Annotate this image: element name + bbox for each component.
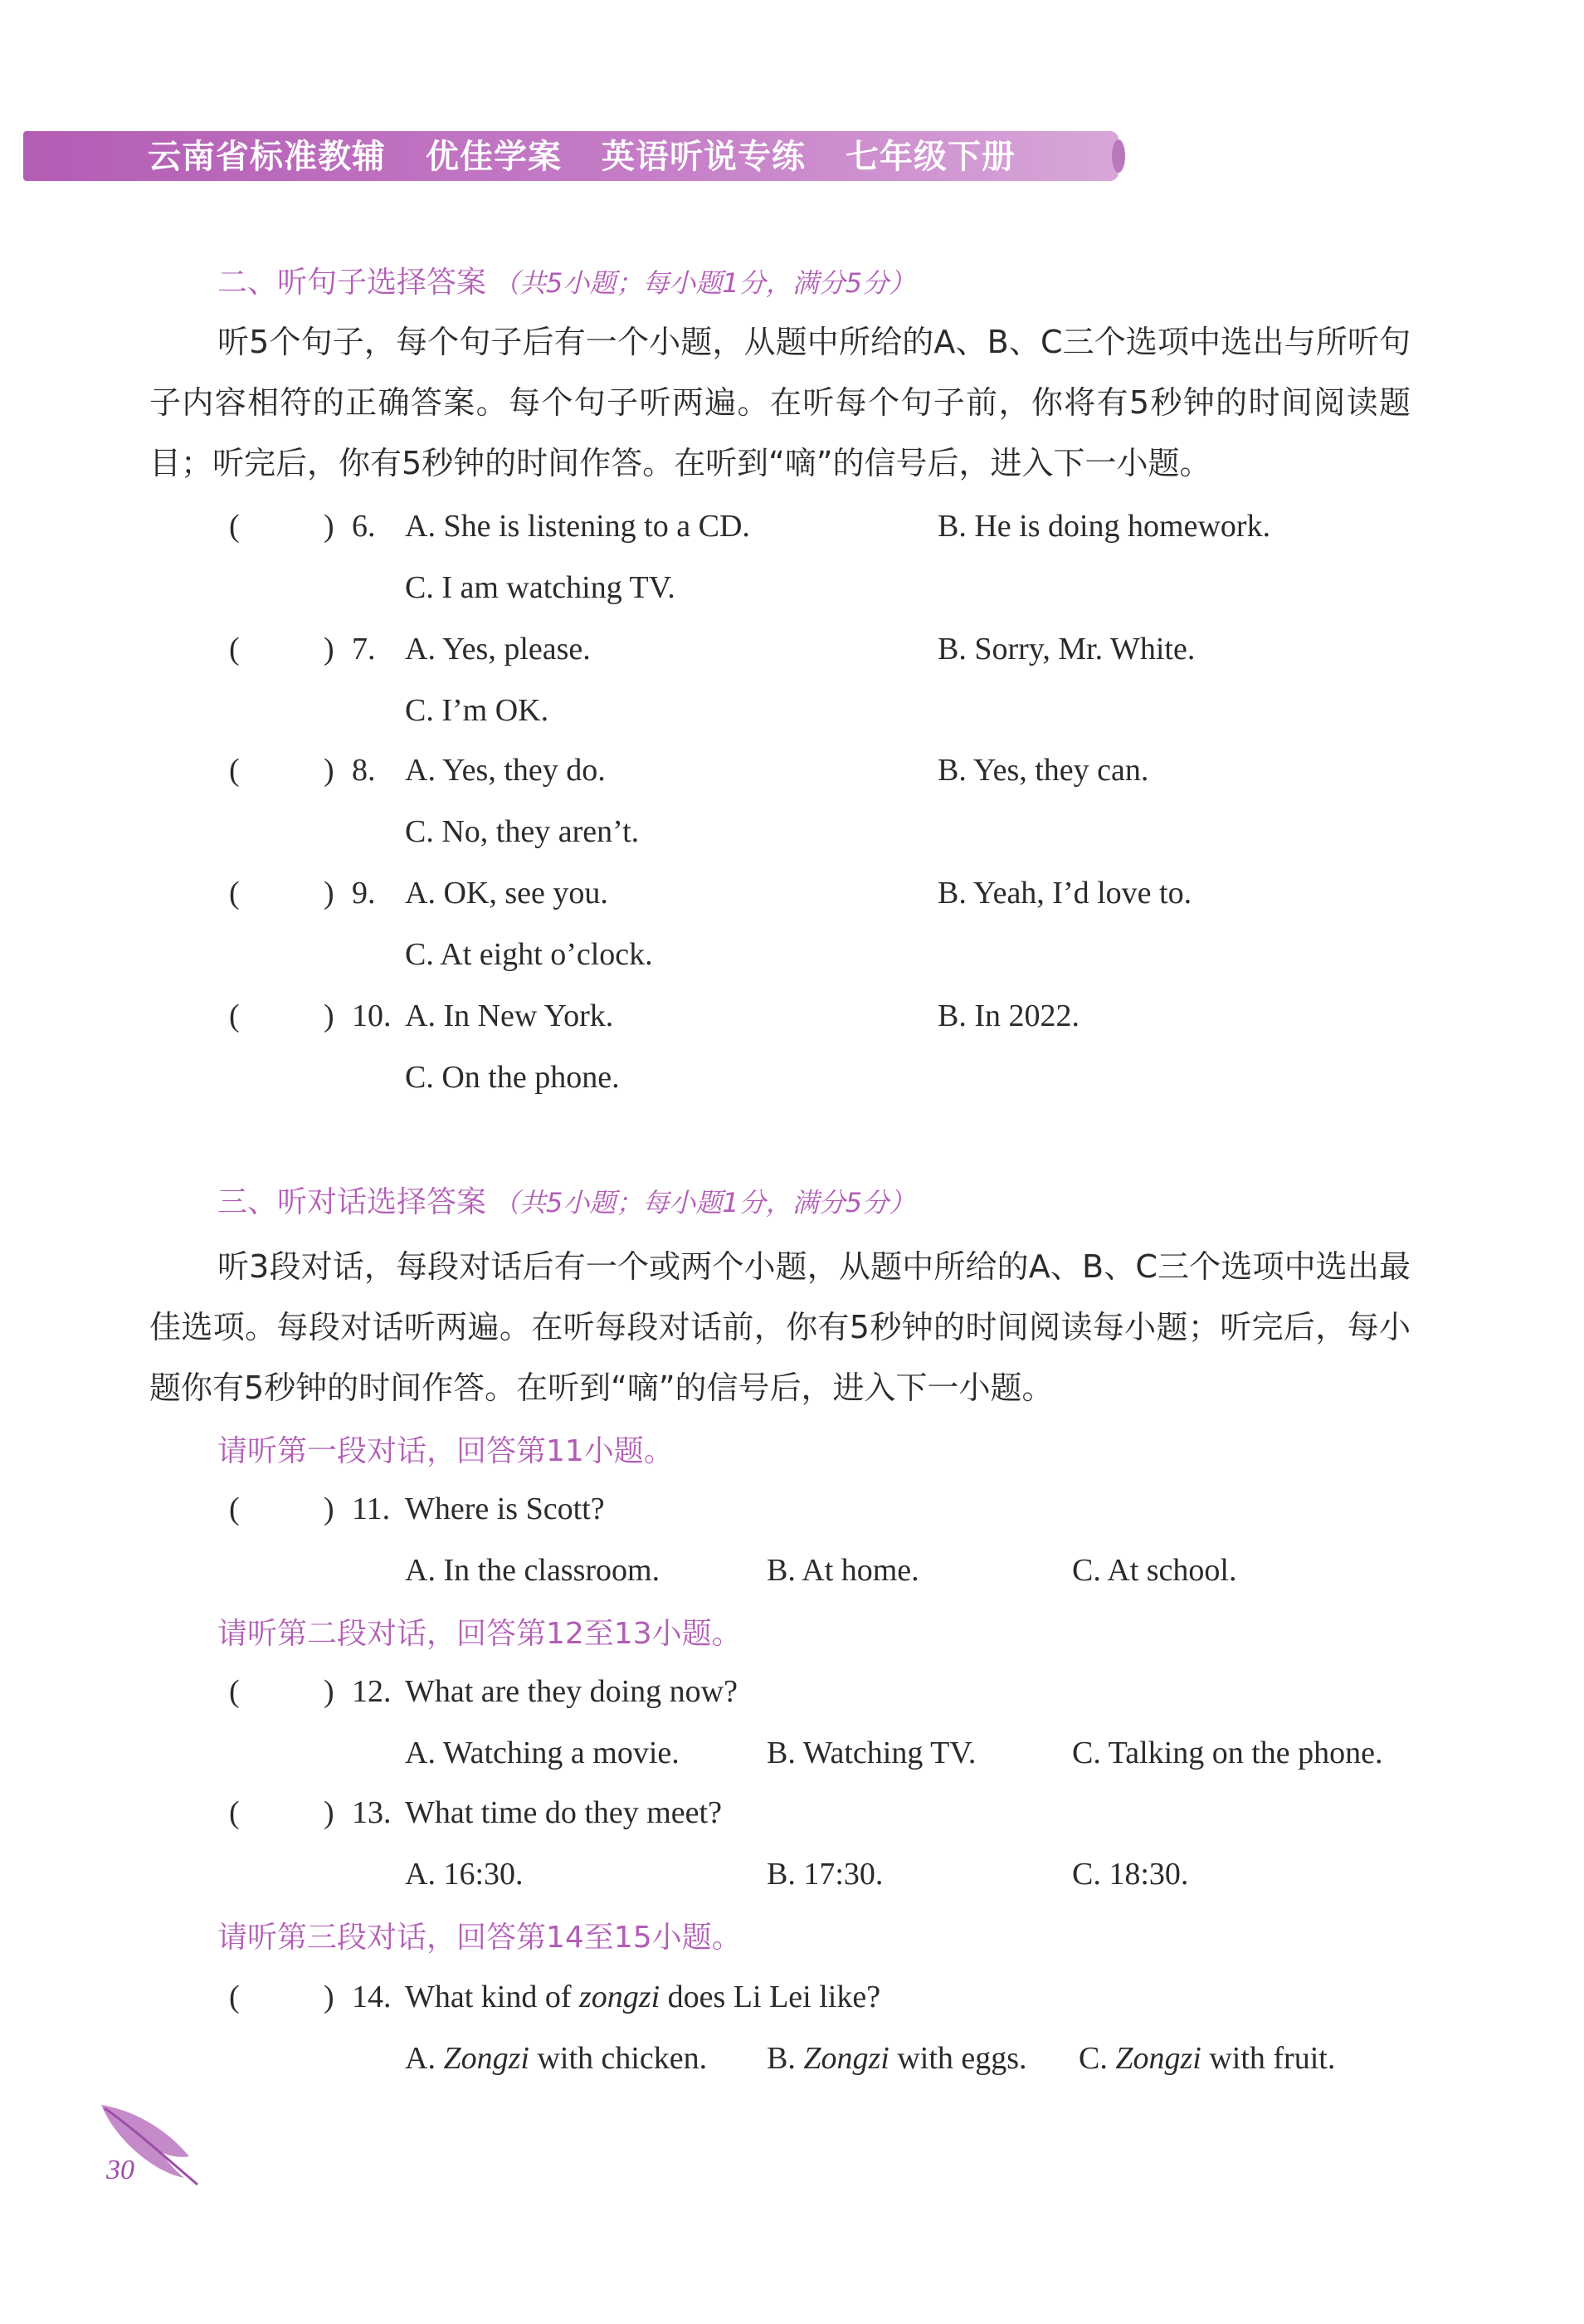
option-c: C. At school. — [1072, 1553, 1237, 1588]
banner-ornament — [1112, 139, 1125, 173]
option-b: B. At home. — [767, 1553, 919, 1588]
header-title — [148, 133, 1055, 181]
question-number: 7. — [352, 632, 376, 666]
section-3-heading: 三、听对话选择答案 — [217, 1185, 487, 1219]
option-c: C. I’m OK. — [405, 693, 549, 728]
question-stem: What are they doing now? — [405, 1674, 738, 1709]
question-number: 13. — [352, 1795, 392, 1830]
section-3-title — [217, 1179, 915, 1221]
option-b: B. 17:30. — [767, 1857, 884, 1892]
option-c: C. At eight o’clock. — [405, 937, 653, 972]
option-c: C. I am watching TV. — [405, 570, 675, 605]
question-number: 14. — [352, 1980, 392, 2014]
dialogue-1-prompt: 请听第一段对话，回答第11小题。 — [217, 1434, 674, 1468]
option-b: B. In 2022. — [938, 998, 1080, 1033]
answer-blank-open: ( — [229, 632, 240, 666]
option-text: with fruit. — [1209, 2041, 1336, 2076]
question-stem — [405, 1979, 880, 2015]
answer-blank-open: ( — [229, 753, 240, 788]
dialogue-2-prompt: 请听第二段对话，回答第12至13小题。 — [217, 1617, 742, 1651]
option-text: with chicken. — [537, 2041, 708, 2076]
question-number: 9. — [352, 876, 376, 911]
stem-italic-term: zongzi — [579, 1980, 660, 2014]
question-number: 12. — [352, 1674, 392, 1709]
option-a: A. OK, see you. — [405, 876, 608, 911]
option-b: B. Watching TV. — [767, 1736, 977, 1770]
question-number: 8. — [352, 753, 376, 788]
answer-blank-close: ) — [324, 876, 334, 911]
option-letter: A. — [405, 2041, 436, 2076]
question-stem: Where is Scott? — [405, 1492, 605, 1526]
section-2-instructions: 听5个句子，每个句子后有一个小题，从题中所给的A、B、C三个选项中选出与所听句子内容相符的正确答案。每个句子听两遍。在听每个句子前，你将有5秒钟的时间阅读题目；听完后，你有5秒钟的时间作答。在听到“嘀”的信号后，进入下一小题。 — [149, 324, 1411, 481]
option-a — [405, 2040, 707, 2077]
option-b — [767, 2040, 1027, 2077]
header-series: 云南省标准教辅 — [148, 138, 386, 176]
question-number: 10. — [352, 998, 392, 1033]
option-a: A. In New York. — [405, 998, 614, 1033]
option-italic-term: Zongzi — [803, 2041, 889, 2076]
page-number: 30 — [106, 2155, 134, 2185]
question-number: 6. — [352, 509, 376, 544]
option-italic-term: Zongzi — [443, 2041, 529, 2076]
option-letter: C. — [1079, 2041, 1108, 2076]
answer-blank-open: ( — [229, 509, 240, 544]
option-a: A. Watching a movie. — [405, 1736, 680, 1770]
answer-blank-close: ) — [324, 998, 334, 1033]
answer-blank-open: ( — [229, 1795, 240, 1830]
option-b: B. Sorry, Mr. White. — [938, 632, 1196, 666]
section-2-heading: 二、听句子选择答案 — [217, 266, 487, 300]
answer-blank-close: ) — [324, 753, 334, 788]
question-stem: What time do they meet? — [405, 1795, 722, 1830]
option-c — [1079, 2040, 1335, 2077]
answer-blank-close: ) — [324, 1980, 334, 2014]
answer-blank-open: ( — [229, 876, 240, 911]
question-number: 11. — [352, 1492, 391, 1526]
stem-text-end: does Li Lei like? — [667, 1980, 881, 2014]
answer-blank-open: ( — [229, 1674, 240, 1709]
option-b: B. He is doing homework. — [938, 509, 1271, 544]
option-c: C. On the phone. — [405, 1060, 620, 1095]
option-a: A. 16:30. — [405, 1857, 524, 1892]
option-a: A. Yes, please. — [405, 632, 591, 666]
answer-blank-open: ( — [229, 1492, 240, 1526]
option-a: A. She is listening to a CD. — [405, 509, 750, 544]
option-c: C. 18:30. — [1072, 1857, 1189, 1892]
option-b: B. Yeah, I’d love to. — [938, 876, 1192, 911]
answer-blank-close: ) — [324, 1492, 334, 1526]
header-grade: 七年级下册 — [846, 138, 1016, 176]
option-c: C. No, they aren’t. — [405, 814, 640, 849]
stem-text: What kind of — [405, 1980, 572, 2014]
option-italic-term: Zongzi — [1115, 2041, 1201, 2076]
answer-blank-open: ( — [229, 998, 240, 1033]
dialogue-3-prompt: 请听第三段对话，回答第14至15小题。 — [217, 1921, 742, 1955]
option-c: C. Talking on the phone. — [1072, 1736, 1383, 1770]
option-letter: B. — [767, 2041, 796, 2076]
section-3-instructions: 听3段对话，每段对话后有一个或两个小题，从题中所给的A、B、C三个选项中选出最佳选项。每段对话听两遍。在听每段对话前，你有5秒钟的时间阅读每小题；听完后，每小题你有5秒钟的时间作答。在听到“嘀”的信号后，进入下一小题。 — [149, 1248, 1411, 1406]
section-2-title — [217, 259, 915, 301]
option-a: A. Yes, they do. — [405, 753, 606, 788]
section-3-score-note: （共5小题；每小题1分，满分5分） — [493, 1187, 916, 1218]
answer-blank-open: ( — [229, 1980, 240, 2014]
option-b: B. Yes, they can. — [938, 753, 1149, 788]
section-2-score-note: （共5小题；每小题1分，满分5分） — [493, 267, 916, 299]
option-text: with eggs. — [897, 2041, 1027, 2076]
answer-blank-close: ) — [324, 1795, 334, 1830]
answer-blank-close: ) — [324, 632, 334, 666]
option-a: A. In the classroom. — [405, 1553, 660, 1588]
answer-blank-close: ) — [324, 1674, 334, 1709]
header-subject: 英语听说专练 — [602, 138, 806, 176]
answer-blank-close: ) — [324, 509, 334, 544]
header-brand: 优佳学案 — [426, 138, 562, 176]
